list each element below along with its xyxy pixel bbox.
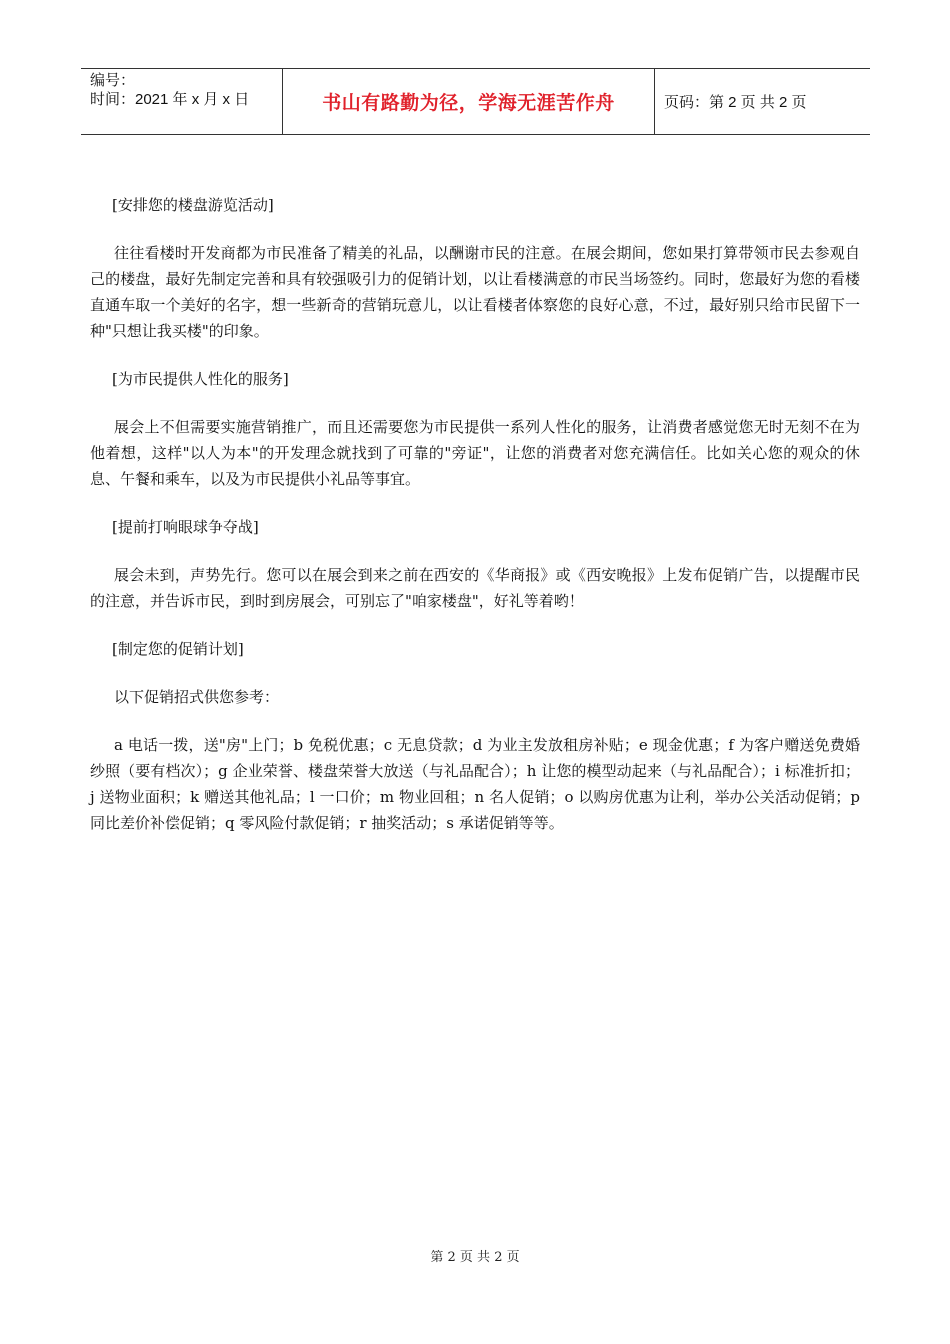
header-page-number: 页码：第 2 页 共 2 页 [664, 94, 807, 111]
page-footer: 第 2 页 共 2 页 [430, 1250, 520, 1265]
header-meta [81, 69, 283, 134]
promotion-list: a 电话一拨，送"房"上门；b 免税优惠；c 无息贷款；d 为业主发放租房补贴；e 现金优惠；f 为客户赠送免费婚纱照（要有档次）；g 企业荣誉、楼盘荣誉大放送（与礼品配合）；h 让您的模型动起来（与礼品配合）；i 标准折扣；j 送物业面积；k 赠送其他礼品；l 一口价；m 物业回租；n 名人促销；o 以购房优惠为让利，举办公关活动促销；p 同比差价补偿促销；q 零风险付款促销；r 抽奖活动；s 承诺促销等等。 [90, 736, 860, 832]
section-heading: [为市民提供人性化的服务] [112, 370, 289, 388]
document-body [90, 192, 860, 858]
document-number: 编号： [90, 72, 136, 89]
section-paragraph: 以下促销招式供您参考： [114, 688, 280, 706]
section-paragraph: 展会未到，声势先行。您可以在展会到来之前在西安的《华商报》或《西安晚报》上发布促销广告，以提醒市民的注意，并告诉市民，到时到房展会，可别忘了"咱家楼盘"，好礼等着哟！ [90, 566, 860, 610]
header-motto: 书山有路勤为径，学海无涯苦作舟 [283, 69, 655, 134]
document-header [81, 68, 870, 135]
section-heading: [制定您的促销计划] [112, 640, 244, 658]
document-date: 时间：2021 年 x 月 x 日 [90, 91, 250, 108]
section-heading: [安排您的楼盘游览活动] [112, 196, 274, 214]
section-paragraph: 展会上不但需要实施营销推广，而且还需要您为市民提供一系列人性化的服务，让消费者感觉您无时无刻不在为他着想，这样"以人为本"的开发理念就找到了可靠的"旁证"，让您的消费者对您充满信任。比如关心您的观众的休息、午餐和乘车，以及为市民提供小礼品等事宜。 [90, 418, 860, 488]
section-heading: [提前打响眼球争夺战] [112, 518, 259, 536]
section-paragraph: 往往看楼时开发商都为市民准备了精美的礼品，以酬谢市民的注意。在展会期间，您如果打算带领市民去参观自己的楼盘，最好先制定完善和具有较强吸引力的促销计划，以让看楼满意的市民当场签约。同时，您最好为您的看楼直通车取一个美好的名字，想一些新奇的营销玩意儿，以让看楼者体察您的良好心意，不过，最好别只给市民留下一种"只想让我买楼"的印象。 [90, 244, 860, 340]
